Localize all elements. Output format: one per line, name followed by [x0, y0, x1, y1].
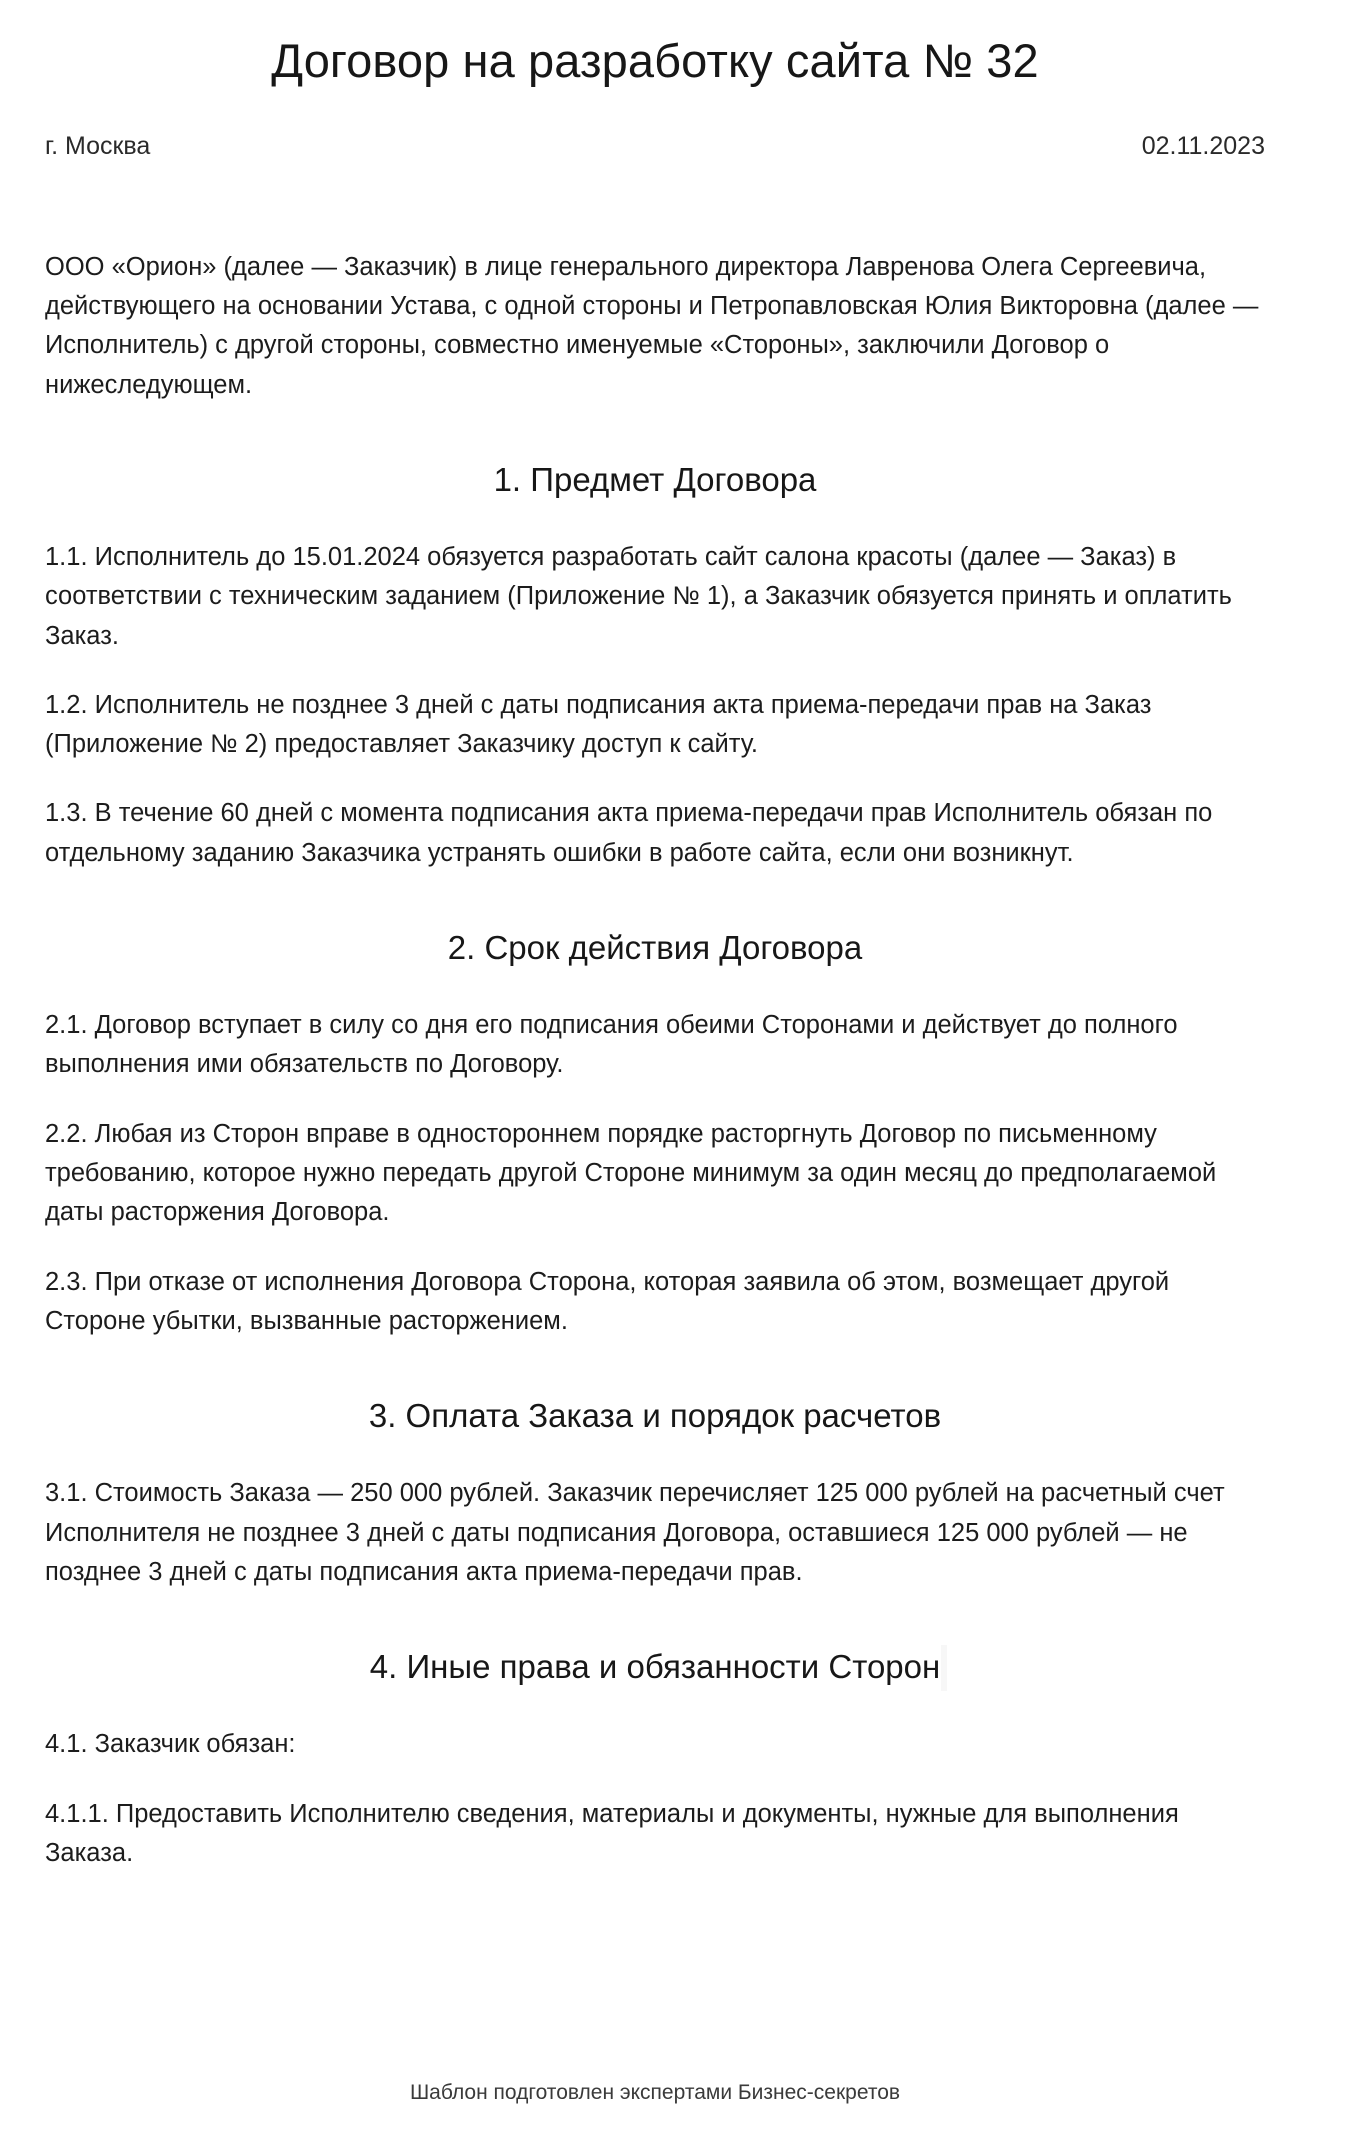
section-1-heading	[45, 459, 1265, 500]
clause-2-3: 2.3. При отказе от исполнения Договора Сторона, которая заявила об этом, возмещает другой Стороне убытки, вызванные расторжением.	[45, 1267, 1170, 1335]
section-4	[45, 1646, 1265, 1873]
section-2-heading-text: 2. Срок действия Договора	[447, 928, 863, 966]
clause-1-1: 1.1. Исполнитель до 15.01.2024 обязуется разработать сайт салона красоты (далее — Заказ) в соответствии с техническим заданием (Приложение № 1), а Заказчик обязуется принять и оплатить Заказ.	[45, 543, 1232, 650]
section-2-heading	[45, 927, 1265, 968]
clause-4-1: 4.1. Заказчик обязан:	[45, 1730, 296, 1759]
section-4-heading	[45, 1646, 1265, 1687]
section-3-heading	[45, 1395, 1265, 1436]
section-2	[45, 927, 1265, 1341]
section-1-heading-text: 1. Предмет Договора	[493, 460, 817, 498]
clause-1-2: 1.2. Исполнитель не позднее 3 дней с даты подписания акта приема-передачи прав на Заказ (Приложение № 2) предоставляет Заказчику доступ к сайту.	[45, 690, 1152, 759]
section-4-heading-text: 4. Иные права и обязанности Сторон	[370, 1646, 941, 1687]
preamble-paragraph: ООО «Орион» (далее — Заказчик) в лице генерального директора Лавренова Олега Сергеевича, действующего на основании Устава, с одной стороны и Петропавловская Юлия Викторовна (далее — Исполнитель) с другой стороны, совместно именуемые «Стороны», заключили Договор о нижеследующем.	[45, 252, 1259, 399]
section-1	[45, 459, 1265, 873]
document-meta-row	[45, 130, 1265, 164]
document-footer: Шаблон подготовлен экспертами Бизнес-секретов	[409, 2080, 901, 2104]
clause-2-2: 2.2. Любая из Сторон вправе в одностороннем порядке расторгнуть Договор по письменному требованию, которое нужно передать другой Стороне минимум за один месяц до предполагаемой даты расторжения Договора.	[45, 1119, 1217, 1227]
document-body	[45, 248, 1265, 1873]
clause-3-1: 3.1. Стоимость Заказа — 250 000 рублей. Заказчик перечисляет 125 000 рублей на расчетный счет Исполнителя не позднее 3 дней с даты подписания Договора, оставшиеся 125 000 рублей — не позднее 3 дней с даты подписания акта приема-передачи прав.	[45, 1479, 1225, 1586]
page-title: Договор на разработку сайта № 32	[271, 34, 1039, 87]
clause-4-1-1: 4.1.1. Предоставить Исполнителю сведения, материалы и документы, нужные для выполнения Заказа.	[45, 1799, 1179, 1867]
document-city: г. Москва	[45, 132, 151, 161]
clause-2-1: 2.1. Договор вступает в силу со дня его подписания обеими Сторонами и действует до полного выполнения ими обязательств по Договору.	[45, 1011, 1178, 1079]
document-date: 02.11.2023	[1141, 132, 1265, 161]
section-3	[45, 1395, 1265, 1592]
section-3-heading-text: 3. Оплата Заказа и порядок расчетов	[368, 1397, 942, 1435]
clause-1-3: 1.3. В течение 60 дней с момента подписания акта приема-передачи прав Исполнитель обязан по отдельному заданию Заказчика устранять ошибки в работе сайта, если они возникнут.	[45, 799, 1213, 867]
